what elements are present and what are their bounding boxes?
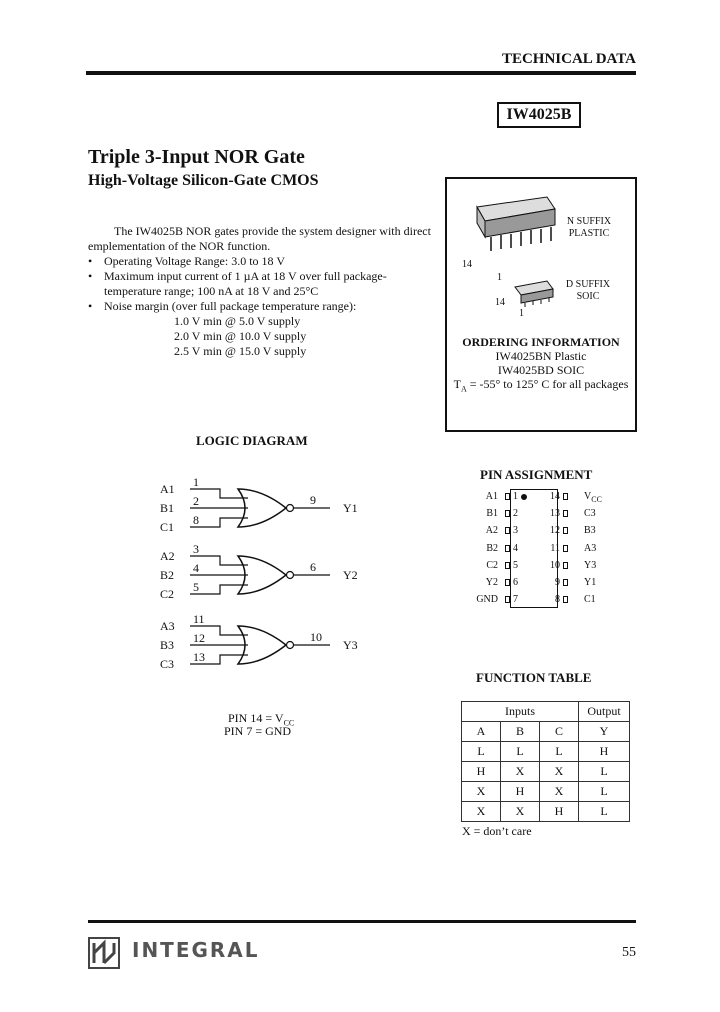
gate-input-label: B3: [160, 638, 175, 652]
dip-pin14-label: 14: [462, 259, 472, 270]
soic-pin1-label: 1: [519, 308, 524, 319]
function-table-title: FUNCTION TABLE: [476, 670, 592, 685]
pin14-note: PIN $14 = V_{CC}$: [228, 711, 295, 728]
pin-number-left: 6: [513, 577, 518, 588]
pin-name-left: A2: [485, 525, 498, 537]
pin7-note: PIN 7 = GND: [224, 724, 292, 738]
gate-output-pin: 6: [310, 560, 316, 574]
inverter-bubble: [287, 642, 294, 649]
function-table: [461, 701, 630, 822]
inverter-bubble: [287, 572, 294, 579]
gate-input-label: A2: [160, 549, 175, 563]
pin-stub: [563, 562, 568, 569]
ordering-title: ORDERING INFORMATION: [462, 335, 620, 349]
gate-input-pin: 5: [193, 580, 199, 594]
pin-number-right: 11: [550, 542, 560, 554]
gate-output-label: Y2: [343, 568, 358, 582]
gate-input-pin: 8: [193, 513, 199, 527]
inverter-bubble: [287, 505, 294, 512]
noise-margin-item: 2.5 V min @ 15.0 V supply: [174, 344, 307, 358]
pin-number-left: 5: [513, 559, 518, 571]
page-title: Triple 3-Input NOR Gate: [88, 146, 305, 168]
ordering-line: IW4025BN Plastic: [495, 349, 587, 363]
pin-name-left: B2: [486, 542, 498, 554]
integral-logo-icon: [88, 937, 120, 969]
noise-margin-item: 1.0 V min @ 5.0 V supply: [174, 314, 301, 328]
pin-number-right: 14: [550, 491, 560, 502]
pin-stub: [505, 510, 510, 517]
table-row: X H X L: [462, 782, 630, 802]
gate-input-label: C2: [160, 587, 175, 601]
gate-input-label: A1: [160, 482, 175, 496]
pin-name-left: Y2: [485, 577, 498, 588]
pin-name-right: C1: [584, 594, 596, 606]
gate-input-pin: 12: [193, 631, 205, 645]
pin-number-right: 10: [550, 559, 560, 571]
pin-name-left: B1: [486, 508, 498, 520]
pin-number-left: 7: [513, 594, 518, 606]
pin-stub: [505, 527, 510, 534]
d-suffix-label: D SUFFIX SOIC: [565, 279, 611, 302]
gate-input-label: A3: [160, 619, 175, 633]
pin-name-right: $V_{CC}$: [584, 491, 602, 504]
page-subtitle: High-Voltage Silicon-Gate CMOS: [88, 172, 319, 189]
pin-stub: [563, 596, 568, 603]
pin-stub: [563, 545, 568, 552]
doc-type-title: TECHNICAL DATA: [501, 51, 636, 67]
pin-number-left: 3: [513, 525, 518, 537]
feature-item: • Noise margin (over full package temperature range):: [88, 299, 433, 314]
gate-input-pin: 4: [193, 561, 199, 575]
gate-input-pin: 3: [193, 542, 199, 556]
gate-input-pin: 2: [193, 494, 199, 508]
col-header: C: [540, 722, 579, 742]
soic-pin14-label: 14: [495, 297, 505, 308]
pin-stub: [563, 510, 568, 517]
pin-number-right: 8: [555, 594, 560, 606]
function-table-note: X = don’t care: [462, 824, 532, 838]
gate-input-label: B1: [160, 501, 175, 515]
pin-name-left: C2: [486, 559, 498, 571]
brand-name: INTEGRAL: [132, 938, 260, 962]
gate-input-label: C1: [160, 520, 175, 534]
nor-gate-symbol: [238, 626, 286, 664]
n-suffix-label: N SUFFIX PLASTIC: [566, 216, 612, 239]
page-number: 55: [622, 945, 636, 960]
pin-number-left: 4: [513, 542, 518, 554]
pin-stub: [563, 527, 568, 534]
pin-assignment-title: PIN ASSIGNMENT: [480, 467, 593, 482]
logic-diagram-title: LOGIC DIAGRAM: [196, 433, 308, 448]
gate-input-pin: 1: [193, 475, 199, 489]
pin-number-right: 13: [550, 508, 560, 520]
gate-input-pin: 13: [193, 650, 205, 664]
pin-stub: [505, 596, 510, 603]
pin-stub: [505, 579, 510, 586]
gate-input-label: B2: [160, 568, 175, 582]
col-header: B: [501, 722, 540, 742]
col-header: A: [462, 722, 501, 742]
inputs-header: Inputs: [462, 702, 579, 722]
pin1-marker-icon: [521, 494, 527, 500]
pin-stub: [505, 562, 510, 569]
gate-input-label: C3: [160, 657, 175, 671]
gate-output-label: Y3: [343, 638, 358, 652]
pin-name-right: B3: [584, 525, 596, 537]
pin-stub: [563, 493, 568, 500]
pin-name-left: GND: [476, 594, 498, 606]
col-header: Y: [579, 722, 630, 742]
footer-rule: [88, 920, 636, 923]
table-row: L L L H: [462, 742, 630, 762]
pin-name-right: A3: [584, 542, 597, 554]
pin-stub: [505, 493, 510, 500]
part-number-box: IW4025B: [497, 102, 581, 128]
gate-output-pin: 9: [310, 493, 316, 507]
pin-name-right: Y3: [584, 559, 597, 571]
pin-number-left: 2: [513, 508, 518, 520]
pin-number-right: 9: [555, 577, 560, 588]
feature-item: • Operating Voltage Range: 3.0 to 18 V: [88, 254, 433, 269]
output-header: Output: [579, 702, 630, 722]
pin-name-left: A1: [485, 491, 498, 502]
dip-pin1-label: 1: [497, 272, 502, 283]
pin-name-right: Y1: [584, 577, 597, 588]
gate-input-pin: 11: [193, 612, 205, 626]
ordering-line: IW4025BD SOIC: [497, 363, 585, 377]
pin-stub: [505, 545, 510, 552]
table-row: H X X L: [462, 762, 630, 782]
pin-name-right: C3: [584, 508, 596, 520]
noise-margin-item: 2.0 V min @ 10.0 V supply: [174, 329, 307, 343]
nor-gate-symbol: [238, 556, 286, 594]
feature-item: • Maximum input current of 1 µA at 18 V over full package-temperature range; 100 nA at 18 V and 25°C: [88, 269, 433, 299]
gate-output-label: Y1: [343, 501, 358, 515]
pin-number-left: 1: [513, 491, 518, 502]
pin-number-right: 12: [550, 525, 560, 537]
pin-stub: [563, 579, 568, 586]
table-row: X X H L: [462, 802, 630, 822]
gate-output-pin: 10: [310, 630, 322, 644]
description-text: The IW4025B NOR gates provide the system designer with direct emplementation of the NOR function.: [88, 224, 431, 253]
temperature-range: $T_A = -55^\circ$ to 125° C for all packages: [453, 377, 629, 394]
nor-gate-symbol: [238, 489, 286, 527]
